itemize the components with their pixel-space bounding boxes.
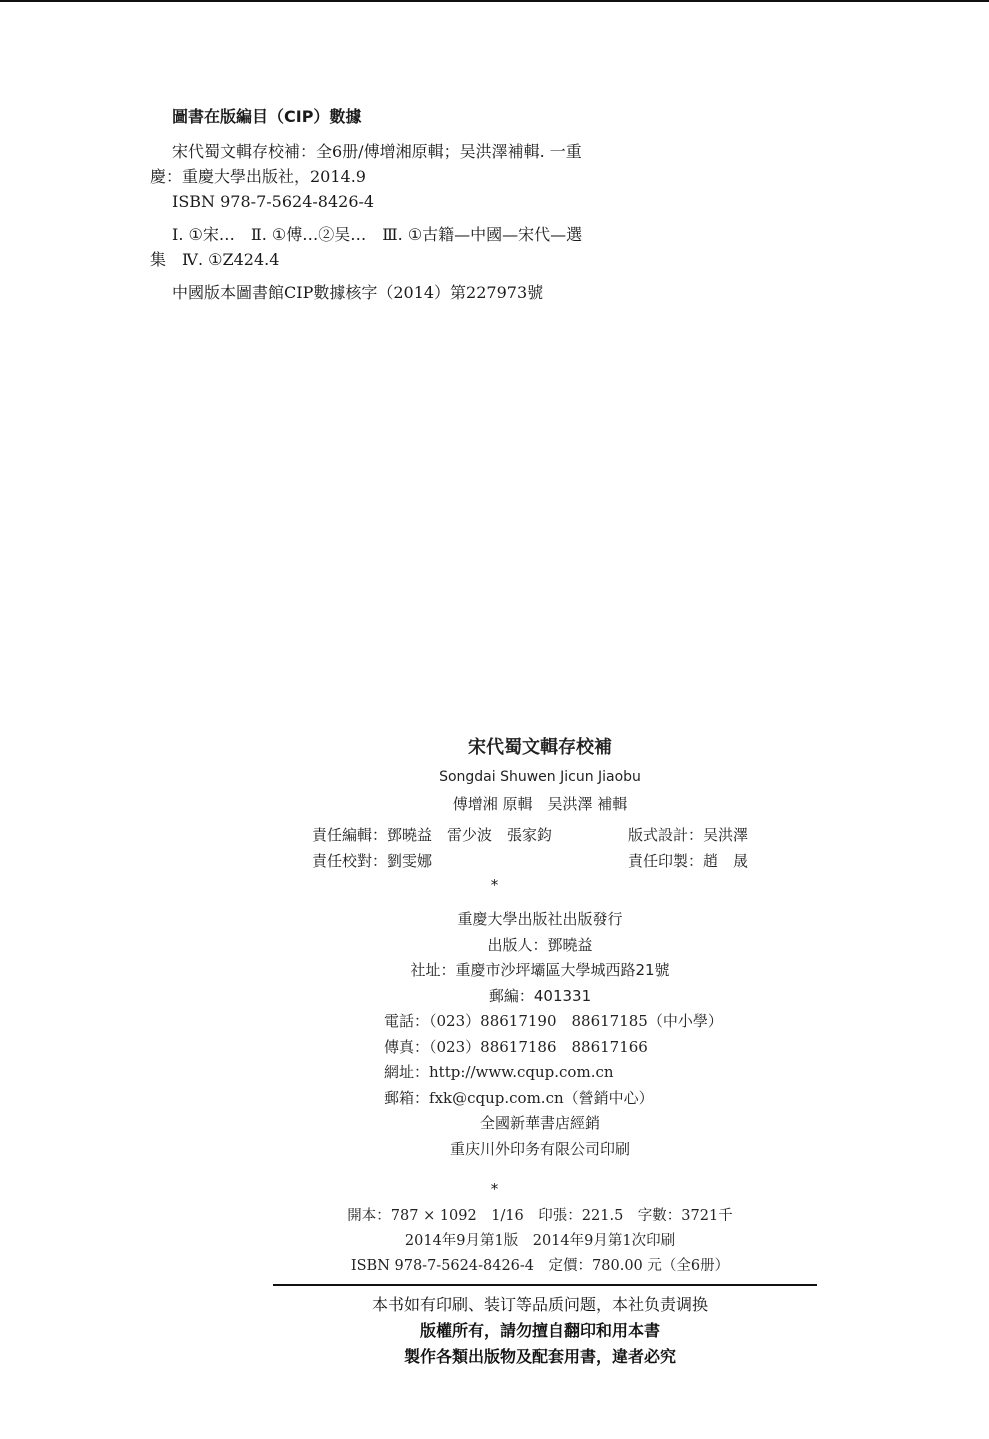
website-value: http://www.cqup.com.cn — [429, 1063, 614, 1081]
phone-value: （023）88617190 88617185（中小學） — [429, 1012, 723, 1030]
fax-label: 傳真： — [384, 1037, 430, 1056]
credits-row-1 — [312, 822, 772, 848]
publisher-postcode: 郵編：401331 — [488, 986, 592, 1005]
publisher-info — [280, 907, 800, 1162]
publisher-phone — [280, 1009, 800, 1035]
publisher-fax — [280, 1035, 800, 1061]
cip-entry-line-1: 宋代蜀文輯存校補：全6册/傅增湘原輯；吴洪澤補輯. 一重 — [172, 142, 582, 161]
publisher-website — [280, 1060, 800, 1086]
cip-subjects — [150, 222, 710, 272]
cip-heading: 圖書在版編目（CIP）數據 — [172, 107, 362, 126]
book-title-romanized: Songdai Shuwen Jicun Jiaobu — [439, 769, 641, 785]
responsible-editors: 責任編輯：鄧曉益 雷少波 張家鈞 — [312, 826, 553, 844]
phone-label: 電話： — [384, 1012, 430, 1030]
proofreader: 責任校對：劉雯娜 — [312, 852, 433, 870]
notice-line-1: 本书如有印刷、装订等品质问题，本社负责调换 — [371, 1295, 708, 1314]
notice-line-2: 版權所有，請勿擅自翻印和用本書 — [419, 1321, 660, 1340]
cip-data-block — [150, 104, 710, 313]
format-info: 開本：787 × 1092 1/16 印張：221.5 字數：3721千 — [347, 1208, 733, 1224]
distributor: 全國新華書店經銷 — [479, 1114, 600, 1132]
layout-designer: 版式設計：吴洪澤 — [628, 826, 749, 844]
email-label: 郵箱： — [384, 1088, 430, 1107]
separator-star-1: * — [490, 876, 499, 894]
book-authors: 傅增湘 原輯 吴洪澤 補輯 — [452, 795, 628, 813]
copyright-notice — [280, 1292, 800, 1370]
website-label: 網址： — [384, 1063, 430, 1081]
publisher-name: 重慶大學出版社出版發行 — [457, 910, 623, 928]
printing-supervisor: 責任印製：趙 晟 — [628, 852, 749, 870]
top-border-line — [0, 0, 989, 2]
cip-library-note-wrap — [150, 280, 710, 305]
cip-library-note: 中國版本圖書館CIP數據核字（2014）第227973號 — [172, 283, 544, 302]
email-value: fxk@cqup.com.cn（營銷中心） — [429, 1088, 654, 1107]
colophon-header — [280, 734, 800, 817]
publisher-email — [280, 1086, 800, 1112]
publisher-address: 社址：重慶市沙坪壩區大學城西路21號 — [410, 961, 670, 979]
cip-entry — [150, 139, 710, 214]
credits-row-2 — [312, 848, 772, 874]
cip-entry-line-2: 慶：重慶大學出版社，2014.9 — [150, 167, 366, 186]
divider-rule — [273, 1284, 817, 1286]
editorial-credits — [312, 822, 772, 874]
fax-value: （023）88617186 88617166 — [429, 1037, 648, 1056]
printer: 重庆川外印务有限公司印刷 — [449, 1139, 630, 1158]
separator-star-2: * — [490, 1180, 499, 1198]
book-specs — [280, 1204, 800, 1279]
edition-info: 2014年9月第1版 2014年9月第1次印刷 — [404, 1233, 676, 1249]
publisher-person: 出版人：鄧曉益 — [487, 935, 593, 954]
book-title: 宋代蜀文輯存校補 — [468, 737, 612, 758]
cip-subject-line-2: 集 Ⅳ. ①Z424.4 — [150, 250, 280, 269]
isbn-price: ISBN 978-7-5624-8426-4 定價：780.00 元（全6册） — [350, 1258, 730, 1274]
cip-subject-line-1: Ⅰ. ①宋… Ⅱ. ①傅…②吴… Ⅲ. ①古籍—中國—宋代—選 — [172, 225, 583, 244]
notice-line-3: 製作各類出版物及配套用書，違者必究 — [403, 1347, 676, 1366]
cip-isbn: ISBN 978-7-5624-8426-4 — [172, 192, 375, 211]
